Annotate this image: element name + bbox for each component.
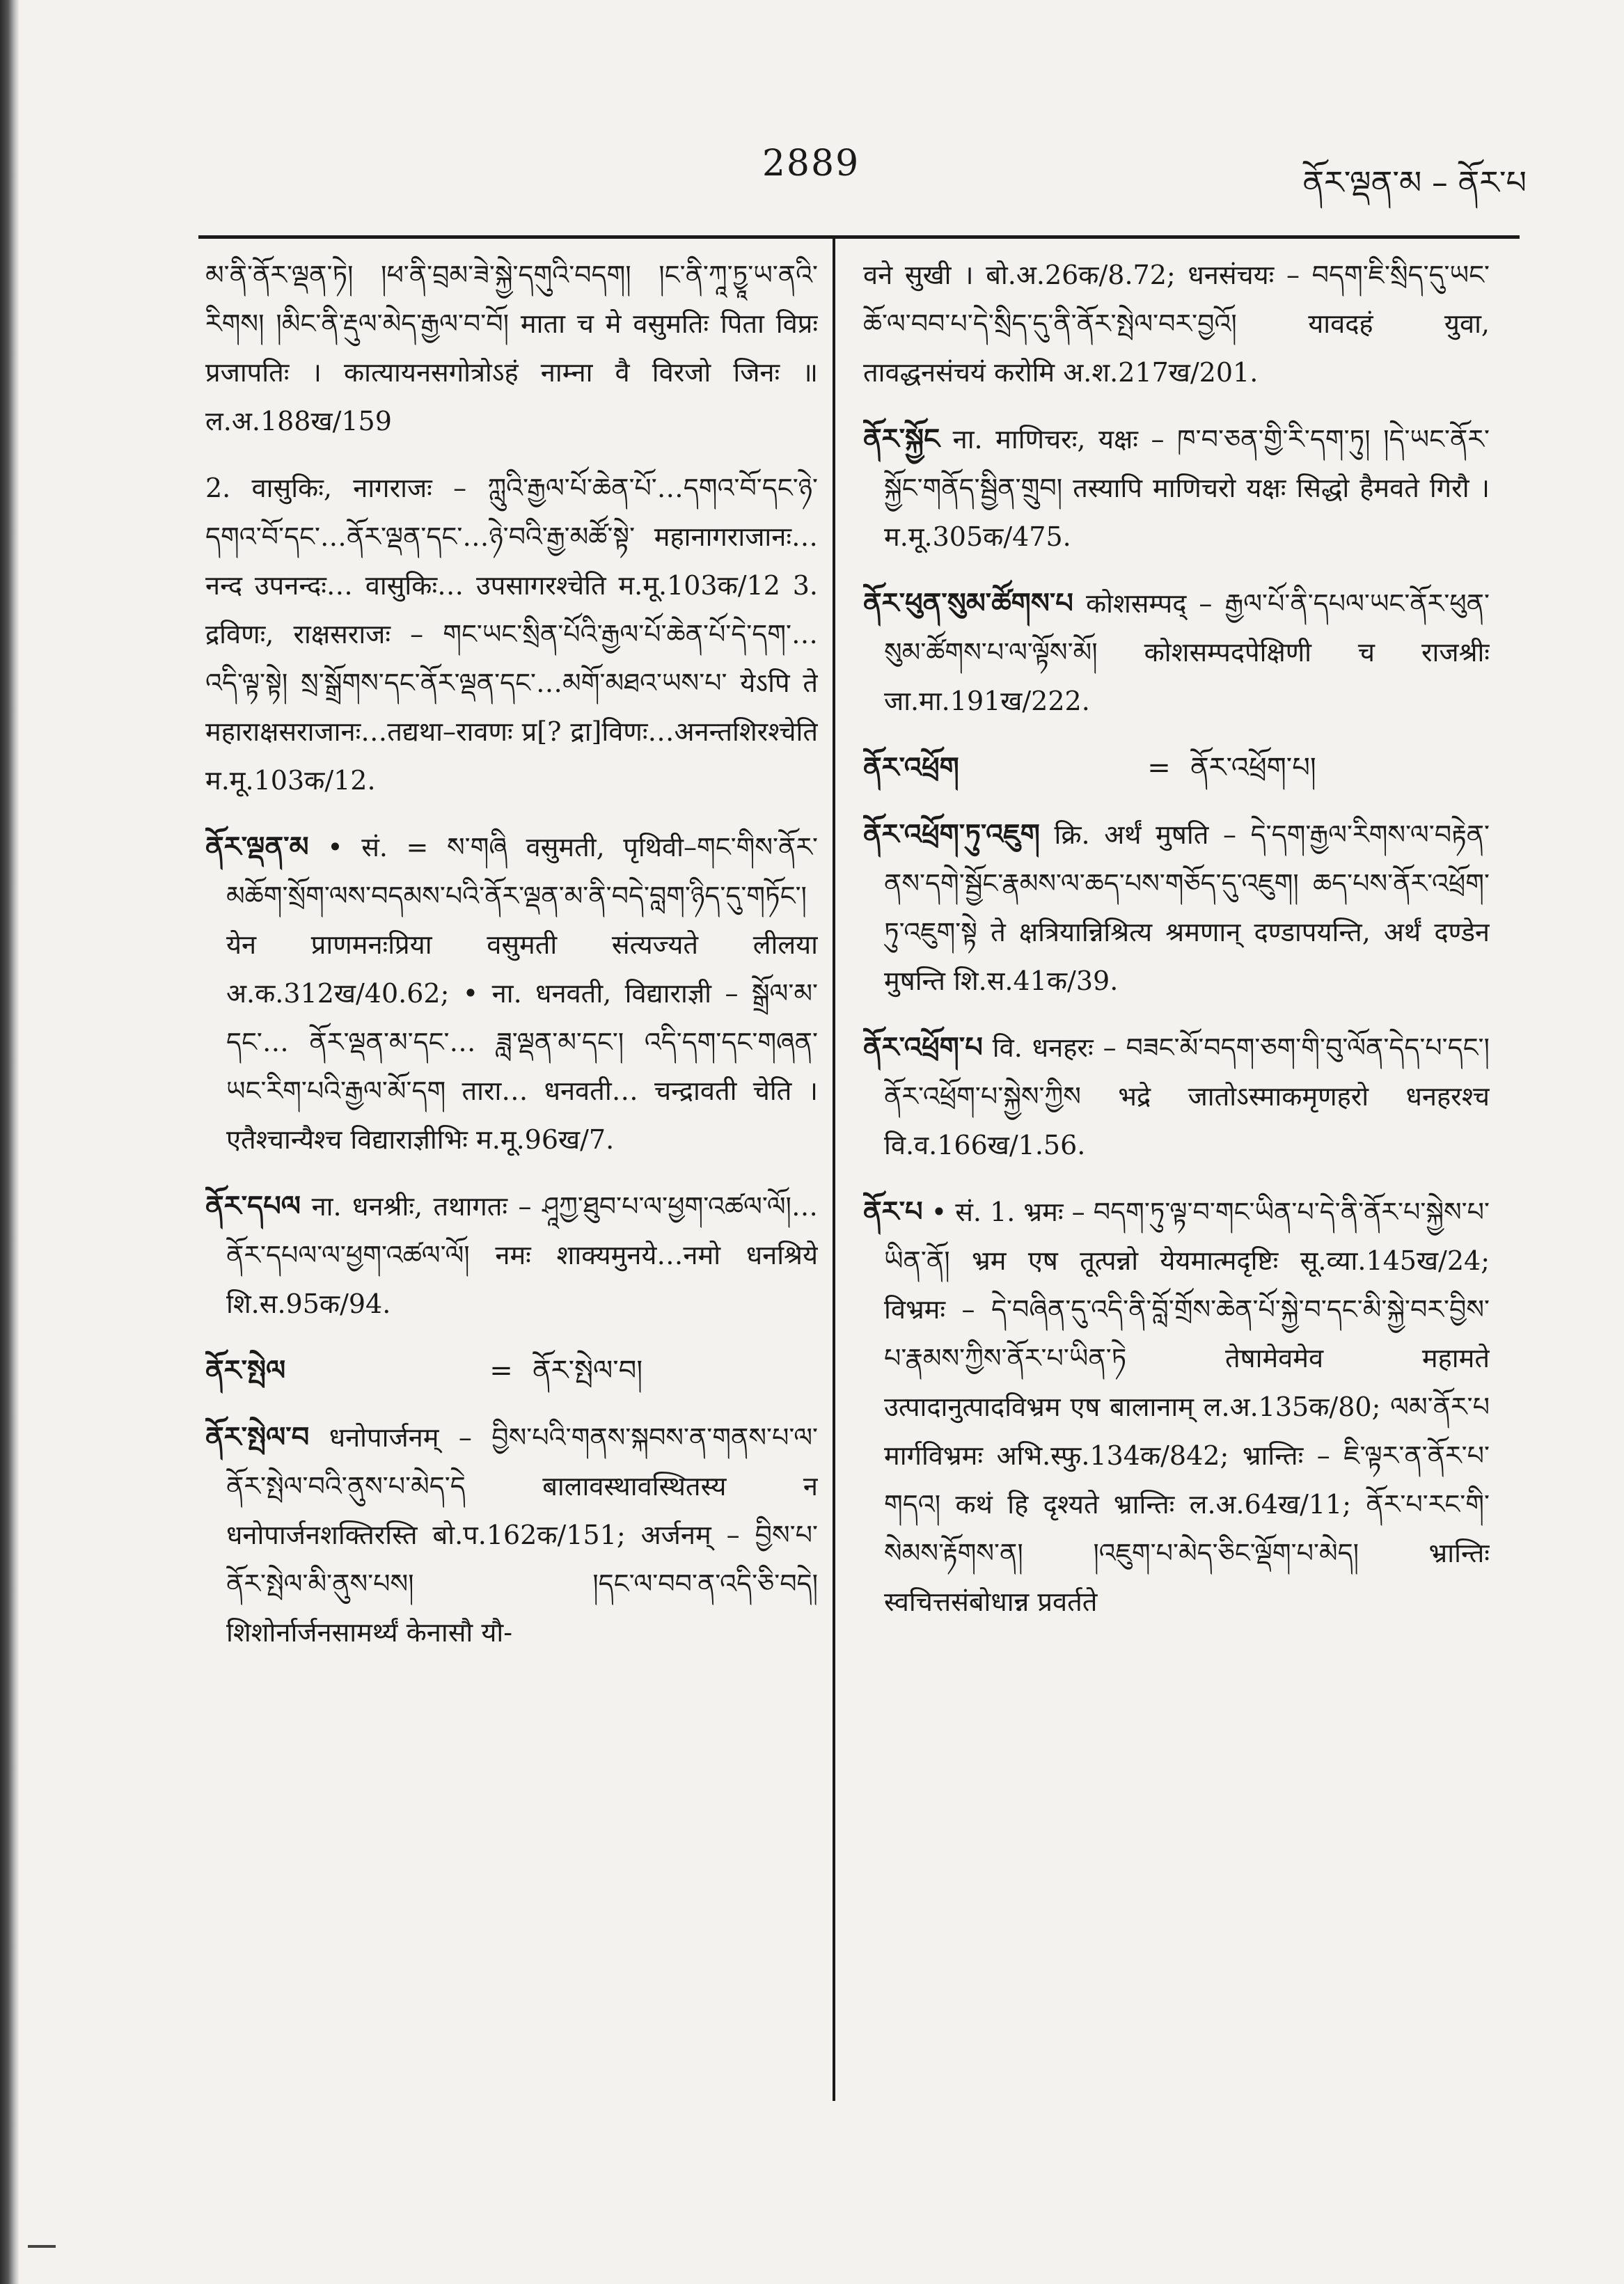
entry-definition: वि. धनहरः – བཟང་མོ་བདག་ཅག་གི་བུ་ལོན་དེད་པ་དང་། ནོར་འཕྲོག་པ་སྐྱེས་ཀྱིས भद्रे जातोऽस्माकमृणहरो धनहरश्च वि.व.166ख/1.56. xyxy=(884,1032,1490,1160)
running-head: ནོར་ལྡན་མ – ནོར་པ xyxy=(1302,164,1527,201)
entry-definition: ना. माणिचरः, यक्षः – ཁ་བ་ཅན་གྱི་རི་དག་ཏུ། །དེ་ཡང་ནོར་སྐྱོང་གནོད་སྦྱིན་གྲུབ། तस्यापि माणिचरो यक्षः सिद्धो हैमवते गिरौ । म.मू.305क/475. xyxy=(884,424,1490,552)
entry-headword: ནོར་སྐྱོང xyxy=(863,423,940,455)
right-column xyxy=(863,251,1490,2186)
xref-equals: = xyxy=(1147,752,1171,784)
xref-headword: ནོར་སྤེལ xyxy=(205,1355,286,1387)
dictionary-entry xyxy=(863,415,1490,561)
page-number: 2889 xyxy=(762,143,860,184)
entry-headword: ནོར་དཔལ xyxy=(205,1190,301,1222)
dictionary-entry xyxy=(863,1188,1490,1626)
entry-headword: ནོར་ཕུན་སུམ་ཚོགས་པ xyxy=(863,588,1073,620)
column-divider xyxy=(833,235,835,2101)
scan-mark xyxy=(28,2245,56,2248)
xref-headword: ནོར་འཕྲོག xyxy=(863,752,959,784)
entry-definition: • सं. = ས་གཞི वसुमती, पृथिवी–གང་གིས་ནོར་མཆོག་སྲོག་ལས་བདམས་པའི་ནོར་ལྡན་མ་ནི་བདེ་བླག་ཉིད་དུ་གཏོང་། येन प्राणमनःप्रिया वसुमती संत्यज्यते लीलया अ.क.312ख/40.62; • ना. धनवती, विद्याराज्ञी – སྒྲོལ་མ་དང་… ནོར་ལྡན་མ་དང་… ཟླ་ལྡན་མ་དང་། འདི་དག་དང་གཞན་ཡང་རིག་པའི་རྒྱལ་མོ་དག तारा… धनवती… चन्द्रावती चेति । एतैश्चान्यैश्च विद्याराज्ञीभिः म.मू.96ख/7. xyxy=(226,832,818,1155)
entry-continuation: མ་ནི་ནོར་ལྡན་ཏེ། །ཕ་ནི་བྲམ་ཟེ་སྐྱེ་དགུའི་བདག། །ང་ནི་ཀཱ་ཏྱཱ་ཡ་ནའི་རིགས། །མིང་ནི་རྡུལ་མེད་རྒྱལ་བ་བོ། माता च मे वसुमतिः पिता विप्रः प्रजापतिः । कात्यायनसगोत्रोऽहं नाम्ना वै विरजो जिनः ॥ ल.अ.188ख/159 xyxy=(205,260,818,436)
entry-sense-list: 2. वासुकिः, नागराजः – ཀླུའི་རྒྱལ་པོ་ཆེན་པོ་…དགའ་བོ་དང་ཉེ་དགའ་བོ་དང་…ནོར་ལྡན་དང་…ཉེ་བའི་རྒྱ་མཚོ་སྟེ་ महानागराजानः… नन्द उपनन्दः… वासुकिः… उपसागरश्चेति म.मू.103क/12 3. द्रविणः, राक्षसराजः – གང་ཡང་སྲིན་པོའི་རྒྱལ་པོ་ཆེན་པོ་དེ་དག་…འདི་ལྟ་སྟེ། སྲ་སྒྲོགས་དང་ནོར་ལྡན་དང་…མགོ་མཐའ་ཡས་པ་ येऽपि ते महाराक्षसराजानः…तद्यथा–रावणः प्र[? द्रा]विणः…अनन्तशिरश्चेति म.मू.103क/12. xyxy=(205,473,818,796)
cross-reference xyxy=(205,1346,818,1395)
cross-reference xyxy=(863,743,1490,792)
entry-headword: ནོར་འཕྲོག་ཏུ་འཇུག xyxy=(863,819,1040,851)
xref-equals: = xyxy=(489,1355,513,1387)
entry-definition: ना. धनश्रीः, तथागतः – ཤཱཀྱ་ཐུབ་པ་ལ་ཕྱག་འཚལ་ལོ།… ནོར་དཔལ་ལ་ཕྱག་འཚལ་ལོ། नमः शाक्यमुनये…नमो धनश्रिये शि.स.95क/94. xyxy=(226,1191,818,1319)
left-column xyxy=(205,251,818,2186)
dictionary-entry xyxy=(205,1413,818,1657)
entry-definition: धनोपार्जनम् – བྱིས་པའི་གནས་སྐབས་ན་གནས་པ་ལ་ནོར་སྤེལ་བའི་ནུས་པ་མེད་དེ बालावस्थावस्थितस्य न धनोपार्जनशक्तिरस्ति बो.प.162क/151; अर्जनम् – བྱིས་པ་ནོར་སྤེལ་མི་ནུས་པས། །དང་ལ་བབ་ན་འདི་ཅི་བདེ། शिशोर्नार्जनसामर्थ्यं केनासौ यौ- xyxy=(226,1422,818,1648)
entry-headword: ནོར་པ xyxy=(863,1196,923,1228)
dictionary-entry xyxy=(863,810,1490,1005)
entry-headword: ནོར་སྤེལ་བ xyxy=(205,1421,310,1454)
entry-definition: • सं. 1. भ्रमः – བདག་ཏུ་ལྟ་བ་གང་ཡིན་པ་དེ་ནི་ནོར་པ་སྐྱེས་པ་ཡིན་ནོ། भ्रम एष तूत्पन्नो येयमात्मदृष्टिः सू.व्या.145ख/24; विभ्रमः – དེ་བཞིན་དུ་འདི་ནི་བློ་གྲོས་ཆེན་པོ་སྐྱེ་བ་དང་མི་སྐྱེ་བར་བྱིས་པ་རྣམས་ཀྱིས་ནོར་པ་ཡིན་ཏེ तेषामेवमेव महामते उत्पादानुत्पादविभ्रम एष बालानाम् ल.अ.135क/80; ལམ་ནོར་པ मार्गविभ्रमः अभि.स्फु.134क/842; भ्रान्तिः – ཇི་ལྟར་ན་ནོར་པ་གདའ། कथं हि दृश्यते भ्रान्तिः ल.अ.64ख/11; ནོར་པ་རང་གི་སེམས་རྟོགས་ན། །འཇུག་པ་མེད་ཅིང་ལྡོག་པ་མེད། भ्रान्तिः स्वचित्तसंबोधान्न प्रवर्तते xyxy=(884,1197,1490,1617)
entry-definition: कोशसम्पद् – རྒྱལ་པོ་ནི་དཔལ་ཡང་ནོར་ཕུན་སུམ་ཚོགས་པ་ལ་ལྟོས་མོ། कोशसम्पदपेक्षिणी च राजश्रीः जा.मा.191ख/222. xyxy=(884,588,1490,716)
dictionary-entry xyxy=(863,1023,1490,1169)
entry-definition: क्रि. अर्थं मुषति – དེ་དག་རྒྱལ་རིགས་ལ་བརྟེན་ནས་དགེ་སྦྱོང་རྣམས་ལ་ཆད་པས་གཅོད་དུ་འཇུག། ཆད་པས་ནོར་འཕྲོག་ཏུ་འཇུག་སྟེ ते क्षत्रियान्निश्रित्य श्रमणान् दण्डापयन्ति, अर्थं दण्डेन मुषन्ति शि.स.41क/39. xyxy=(884,819,1490,996)
xref-target: ནོར་སྤེལ་བ། xyxy=(533,1355,643,1387)
header-rule xyxy=(198,235,1520,239)
dictionary-entry xyxy=(863,579,1490,725)
entry-headword: ནོར་འཕྲོག་པ xyxy=(863,1032,983,1064)
entry-headword: ནོར་ལྡན་མ xyxy=(205,831,309,863)
scan-binding-edge xyxy=(0,0,19,2284)
dictionary-entry xyxy=(205,823,818,1164)
dictionary-entry xyxy=(205,1182,818,1328)
entry-continuation: वने सुखी । बो.अ.26क/8.72; धनसंचयः – བདག་ཇི་སྲིད་དུ་ཡང་ཆོ་ལ་བབ་པ་དེ་སྲིད་དུ་ནི་ནོར་སྤེལ་བར་བྱའོ། यावदहं युवा, तावद्धनसंचयं करोमि अ.श.217ख/201. xyxy=(863,260,1490,388)
xref-target: ནོར་འཕྲོག་པ། xyxy=(1190,752,1316,784)
